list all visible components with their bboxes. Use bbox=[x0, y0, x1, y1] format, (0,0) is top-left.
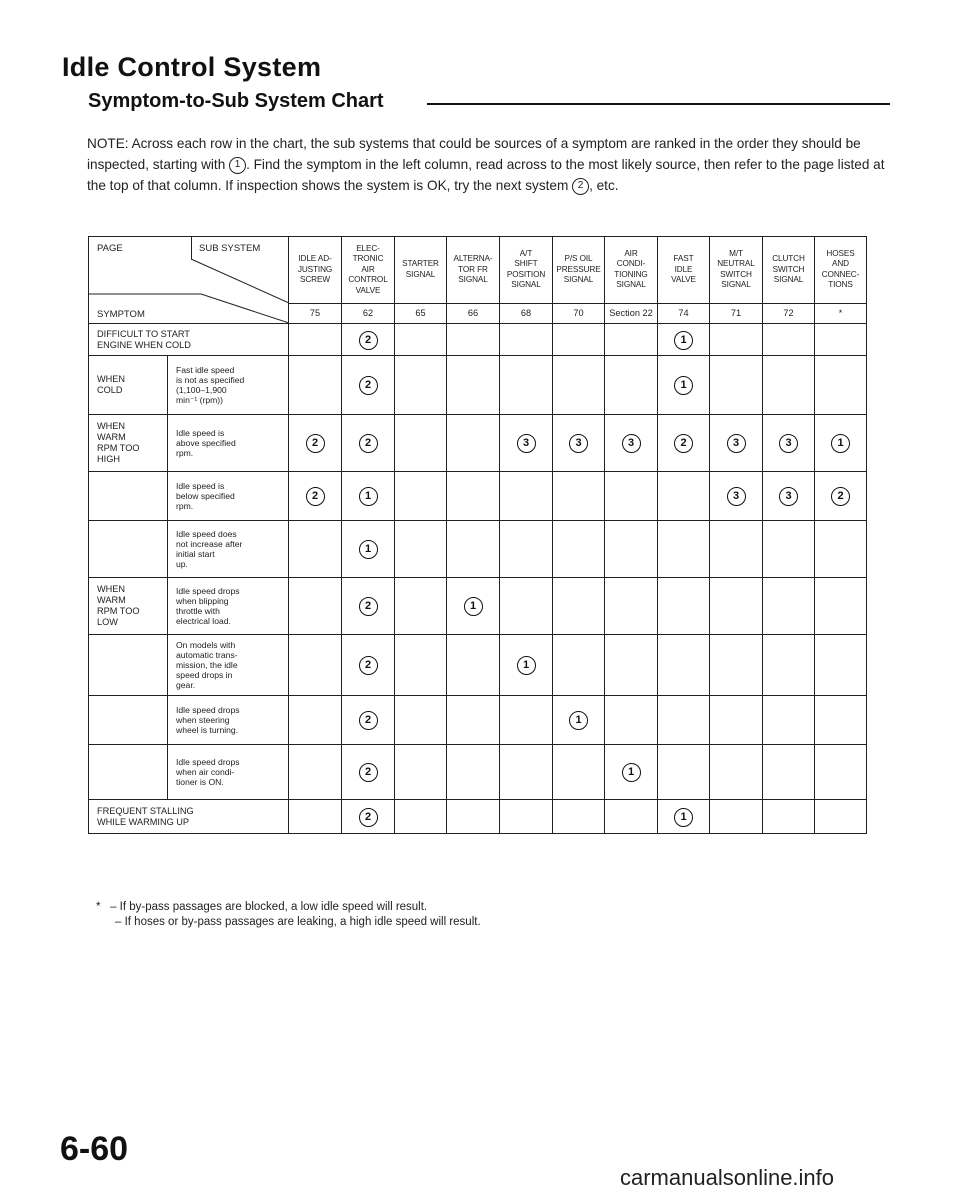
symptom-split bbox=[89, 635, 288, 695]
footnote-star: * bbox=[96, 901, 101, 913]
rank-mark: 3 bbox=[517, 434, 536, 453]
rank-cell bbox=[395, 745, 447, 800]
rank-cell bbox=[710, 745, 763, 800]
symptom-cell bbox=[89, 521, 289, 578]
rank-mark: 2 bbox=[359, 711, 378, 730]
rank-cell bbox=[658, 696, 710, 745]
symptom-cell bbox=[89, 472, 289, 521]
note-text-1: NOTE: Across each row in the chart, the sub systems that could be sources of a symptom are ranked in the order they should be inspected, starting with bbox=[87, 136, 861, 172]
rank-cell bbox=[553, 415, 605, 472]
rank-cell bbox=[605, 356, 658, 415]
corner-line bbox=[191, 259, 288, 303]
rank-cell bbox=[605, 472, 658, 521]
symptom-cell bbox=[89, 635, 289, 696]
symptom-split bbox=[89, 745, 288, 799]
symptom-cell bbox=[89, 356, 289, 415]
rank-2-symbol: 2 bbox=[572, 178, 589, 195]
rank-mark: 1 bbox=[674, 808, 693, 827]
rank-cell bbox=[763, 521, 815, 578]
symptom-condition bbox=[167, 578, 288, 634]
column-header: CLUTCH SWITCH SIGNAL bbox=[763, 237, 815, 304]
rank-mark: 1 bbox=[359, 540, 378, 559]
rank-cell bbox=[553, 324, 605, 356]
rank-cell bbox=[605, 324, 658, 356]
column-header: IDLE AD- JUSTING SCREW bbox=[289, 237, 342, 304]
table-row bbox=[89, 521, 867, 578]
rank-cell bbox=[342, 472, 395, 521]
symptom-group bbox=[89, 696, 167, 744]
rank-cell bbox=[710, 472, 763, 521]
symptom-condition bbox=[167, 635, 288, 695]
rank-cell bbox=[447, 324, 500, 356]
column-page: 62 bbox=[342, 303, 395, 323]
rank-cell bbox=[815, 800, 867, 834]
rank-mark: 1 bbox=[674, 376, 693, 395]
rank-cell bbox=[763, 356, 815, 415]
symptom-split bbox=[89, 521, 288, 577]
rank-cell bbox=[289, 696, 342, 745]
symptom-cell bbox=[89, 696, 289, 745]
rank-1-symbol: 1 bbox=[229, 157, 246, 174]
rank-mark: 1 bbox=[831, 434, 850, 453]
table-row bbox=[89, 356, 867, 415]
symptom-cell bbox=[89, 578, 289, 635]
symptom-split bbox=[89, 356, 288, 414]
rank-cell bbox=[710, 324, 763, 356]
rank-cell bbox=[658, 356, 710, 415]
rank-cell bbox=[710, 356, 763, 415]
rank-cell bbox=[500, 635, 553, 696]
rank-cell bbox=[658, 635, 710, 696]
table-row bbox=[89, 472, 867, 521]
rank-cell bbox=[815, 578, 867, 635]
rank-cell bbox=[342, 415, 395, 472]
symptom-group: WHEN WARM RPM TOO HIGH bbox=[97, 421, 140, 464]
column-header: STARTER SIGNAL bbox=[395, 237, 447, 304]
rank-cell bbox=[289, 635, 342, 696]
column-page: Section 22 bbox=[605, 303, 658, 323]
column-header: HOSES AND CONNEC- TIONS bbox=[815, 237, 867, 304]
rank-cell bbox=[605, 696, 658, 745]
footnote bbox=[96, 900, 481, 930]
rank-mark: 2 bbox=[359, 597, 378, 616]
rank-cell bbox=[553, 745, 605, 800]
table-row bbox=[89, 745, 867, 800]
rank-cell bbox=[815, 472, 867, 521]
symptom-split bbox=[89, 696, 288, 744]
rank-cell bbox=[710, 635, 763, 696]
rank-cell bbox=[342, 745, 395, 800]
symptom-condition bbox=[167, 745, 288, 799]
column-page: 70 bbox=[553, 303, 605, 323]
column-page: 75 bbox=[289, 303, 342, 323]
rank-cell bbox=[500, 745, 553, 800]
rank-mark: 3 bbox=[622, 434, 641, 453]
rank-cell bbox=[553, 521, 605, 578]
rank-cell bbox=[658, 472, 710, 521]
rank-cell bbox=[447, 472, 500, 521]
column-page: 71 bbox=[710, 303, 763, 323]
rank-cell bbox=[342, 696, 395, 745]
rank-cell bbox=[815, 415, 867, 472]
condition-text: Idle speed is below specified rpm. bbox=[176, 481, 235, 511]
footnote-line-1 bbox=[96, 900, 481, 915]
rank-cell bbox=[553, 356, 605, 415]
rank-cell bbox=[500, 521, 553, 578]
rank-cell bbox=[605, 635, 658, 696]
rank-cell bbox=[342, 800, 395, 834]
table-row bbox=[89, 635, 867, 696]
symptom-condition bbox=[167, 521, 288, 577]
table-row bbox=[89, 415, 867, 472]
condition-text: Idle speed does not increase after initial start up. bbox=[176, 529, 243, 569]
rank-mark: 3 bbox=[569, 434, 588, 453]
rank-mark: 1 bbox=[517, 656, 536, 675]
rank-cell bbox=[815, 696, 867, 745]
symptom-condition bbox=[167, 356, 288, 414]
rank-cell bbox=[289, 578, 342, 635]
footnote-line-1-text: – If by-pass passages are blocked, a low idle speed will result. bbox=[110, 901, 428, 913]
chart-subtitle: Symptom-to-Sub System Chart bbox=[88, 90, 384, 112]
rank-cell bbox=[395, 415, 447, 472]
footnote-line-2: – If hoses or by-pass passages are leaking, a high idle speed will result. bbox=[115, 916, 481, 928]
rank-cell bbox=[605, 745, 658, 800]
rank-cell bbox=[605, 800, 658, 834]
watermark: carmanualsonline.info bbox=[620, 1165, 835, 1190]
rank-cell bbox=[553, 696, 605, 745]
table-row bbox=[89, 696, 867, 745]
column-page: * bbox=[815, 303, 867, 323]
condition-text: Idle speed drops when blipping throttle with electrical load. bbox=[176, 586, 240, 626]
rank-cell bbox=[710, 800, 763, 834]
rank-cell bbox=[710, 578, 763, 635]
page-title: Idle Control System bbox=[62, 52, 322, 82]
rank-cell bbox=[763, 745, 815, 800]
table-row bbox=[89, 324, 867, 356]
sub-system-label: SUB SYSTEM bbox=[199, 243, 261, 254]
symptom-group bbox=[89, 521, 167, 577]
rank-cell bbox=[447, 635, 500, 696]
rank-cell bbox=[658, 578, 710, 635]
table-row bbox=[89, 578, 867, 635]
corner-line bbox=[201, 294, 288, 323]
rank-cell bbox=[763, 472, 815, 521]
rank-cell bbox=[710, 415, 763, 472]
symptom-cell bbox=[89, 415, 289, 472]
symptom-condition bbox=[167, 415, 288, 471]
rank-cell bbox=[289, 521, 342, 578]
rank-mark: 1 bbox=[674, 331, 693, 350]
rank-mark: 2 bbox=[359, 434, 378, 453]
symptom-split bbox=[89, 472, 288, 520]
rank-cell bbox=[289, 415, 342, 472]
rank-cell bbox=[395, 635, 447, 696]
rank-cell bbox=[395, 472, 447, 521]
rank-cell bbox=[553, 635, 605, 696]
rank-cell bbox=[763, 696, 815, 745]
rank-mark: 2 bbox=[359, 656, 378, 675]
symptom-split bbox=[89, 415, 288, 471]
condition-text: On models with automatic trans- mission, the idle speed drops in gear. bbox=[176, 640, 238, 690]
rank-mark: 3 bbox=[779, 487, 798, 506]
column-header: FAST IDLE VALVE bbox=[658, 237, 710, 304]
symptom-group bbox=[89, 745, 167, 799]
rank-cell bbox=[605, 521, 658, 578]
page-label: PAGE bbox=[97, 243, 123, 254]
rank-cell bbox=[395, 356, 447, 415]
note-text-3: , etc. bbox=[589, 178, 619, 193]
rank-cell bbox=[447, 578, 500, 635]
rank-mark: 2 bbox=[306, 487, 325, 506]
subtitle-rule bbox=[427, 103, 890, 105]
rank-cell bbox=[815, 324, 867, 356]
rank-mark: 2 bbox=[831, 487, 850, 506]
table-row bbox=[89, 800, 867, 834]
rank-cell bbox=[289, 800, 342, 834]
rank-cell bbox=[447, 521, 500, 578]
rank-mark: 2 bbox=[359, 376, 378, 395]
rank-cell bbox=[763, 635, 815, 696]
condition-text: Idle speed is above specified rpm. bbox=[176, 428, 236, 458]
corner-box bbox=[89, 237, 288, 323]
symptom-group-low: WHEN WARM RPM TOO LOW bbox=[97, 584, 140, 627]
rank-mark: 3 bbox=[779, 434, 798, 453]
rank-cell bbox=[815, 356, 867, 415]
rank-cell bbox=[447, 800, 500, 834]
rank-mark: 2 bbox=[359, 331, 378, 350]
rank-cell bbox=[815, 635, 867, 696]
rank-cell bbox=[658, 324, 710, 356]
rank-cell bbox=[500, 800, 553, 834]
column-header: A/T SHIFT POSITION SIGNAL bbox=[500, 237, 553, 304]
rank-cell bbox=[553, 800, 605, 834]
column-header: ELEC- TRONIC AIR CONTROL VALVE bbox=[342, 237, 395, 304]
rank-cell bbox=[500, 324, 553, 356]
symptom-chart bbox=[88, 236, 867, 834]
rank-cell bbox=[658, 745, 710, 800]
column-page: 74 bbox=[658, 303, 710, 323]
rank-cell bbox=[553, 578, 605, 635]
rank-mark: 2 bbox=[306, 434, 325, 453]
rank-cell bbox=[763, 800, 815, 834]
rank-cell bbox=[500, 415, 553, 472]
rank-mark: 3 bbox=[727, 487, 746, 506]
rank-cell bbox=[815, 745, 867, 800]
rank-cell bbox=[763, 324, 815, 356]
rank-cell bbox=[395, 521, 447, 578]
column-header: ALTERNA- TOR FR SIGNAL bbox=[447, 237, 500, 304]
rank-cell bbox=[500, 578, 553, 635]
note-text-2: . Find the symptom in the left column, read across to the most likely source, then refer to the page listed at the top of that column. If inspection shows the system is OK, try the next system bbox=[87, 157, 885, 193]
rank-cell bbox=[395, 324, 447, 356]
rank-cell bbox=[395, 578, 447, 635]
rank-cell bbox=[289, 324, 342, 356]
rank-cell bbox=[500, 356, 553, 415]
condition-text: Idle speed drops when air condi- tioner is ON. bbox=[176, 757, 240, 787]
rank-cell bbox=[342, 578, 395, 635]
rank-cell bbox=[658, 415, 710, 472]
column-header: AIR CONDI- TIONING SIGNAL bbox=[605, 237, 658, 304]
symptom-label: SYMPTOM bbox=[97, 309, 145, 320]
rank-mark: 2 bbox=[674, 434, 693, 453]
rank-cell bbox=[447, 356, 500, 415]
column-page: 66 bbox=[447, 303, 500, 323]
symptom-group bbox=[89, 635, 167, 695]
rank-mark: 1 bbox=[622, 763, 641, 782]
rank-cell bbox=[447, 745, 500, 800]
rank-cell bbox=[553, 472, 605, 521]
rank-cell bbox=[500, 696, 553, 745]
header-corner bbox=[89, 237, 289, 324]
rank-mark: 2 bbox=[359, 763, 378, 782]
rank-cell bbox=[289, 356, 342, 415]
rank-cell bbox=[395, 800, 447, 834]
header-row bbox=[89, 237, 867, 304]
symptom-split bbox=[89, 578, 288, 634]
rank-cell bbox=[605, 415, 658, 472]
rank-mark: 1 bbox=[359, 487, 378, 506]
symptom-cell: FREQUENT STALLING WHILE WARMING UP bbox=[89, 800, 289, 834]
column-page: 68 bbox=[500, 303, 553, 323]
rank-cell bbox=[395, 696, 447, 745]
condition-text: Idle speed drops when steering wheel is turning. bbox=[176, 705, 240, 735]
rank-cell bbox=[447, 696, 500, 745]
rank-cell bbox=[289, 745, 342, 800]
rank-cell bbox=[763, 415, 815, 472]
rank-cell bbox=[658, 800, 710, 834]
symptom-condition bbox=[167, 696, 288, 744]
rank-cell bbox=[342, 521, 395, 578]
rank-cell bbox=[710, 696, 763, 745]
rank-cell bbox=[447, 415, 500, 472]
rank-cell bbox=[289, 472, 342, 521]
rank-mark: 2 bbox=[359, 808, 378, 827]
rank-cell bbox=[658, 521, 710, 578]
rank-mark: 3 bbox=[727, 434, 746, 453]
symptom-condition bbox=[167, 472, 288, 520]
column-header: M/T NEUTRAL SWITCH SIGNAL bbox=[710, 237, 763, 304]
rank-cell bbox=[342, 324, 395, 356]
column-page: 72 bbox=[763, 303, 815, 323]
rank-cell bbox=[342, 356, 395, 415]
corner-divider bbox=[191, 237, 192, 259]
page-number: 6-60 bbox=[60, 1130, 129, 1168]
note-paragraph bbox=[87, 133, 887, 196]
symptom-group: WHEN COLD bbox=[97, 374, 126, 395]
condition-text: Fast idle speed is not as specified (1,100–1,900 min⁻¹ (rpm)) bbox=[176, 365, 245, 405]
symptom-cell bbox=[89, 745, 289, 800]
symptom-group bbox=[89, 472, 167, 520]
rank-cell bbox=[815, 521, 867, 578]
rank-cell bbox=[763, 578, 815, 635]
rank-mark: 1 bbox=[464, 597, 483, 616]
column-page: 65 bbox=[395, 303, 447, 323]
rank-cell bbox=[605, 578, 658, 635]
rank-cell bbox=[500, 472, 553, 521]
column-header: P/S OIL PRESSURE SIGNAL bbox=[553, 237, 605, 304]
rank-cell bbox=[710, 521, 763, 578]
rank-cell bbox=[342, 635, 395, 696]
symptom-cell: DIFFICULT TO START ENGINE WHEN COLD bbox=[89, 324, 289, 356]
rank-mark: 1 bbox=[569, 711, 588, 730]
